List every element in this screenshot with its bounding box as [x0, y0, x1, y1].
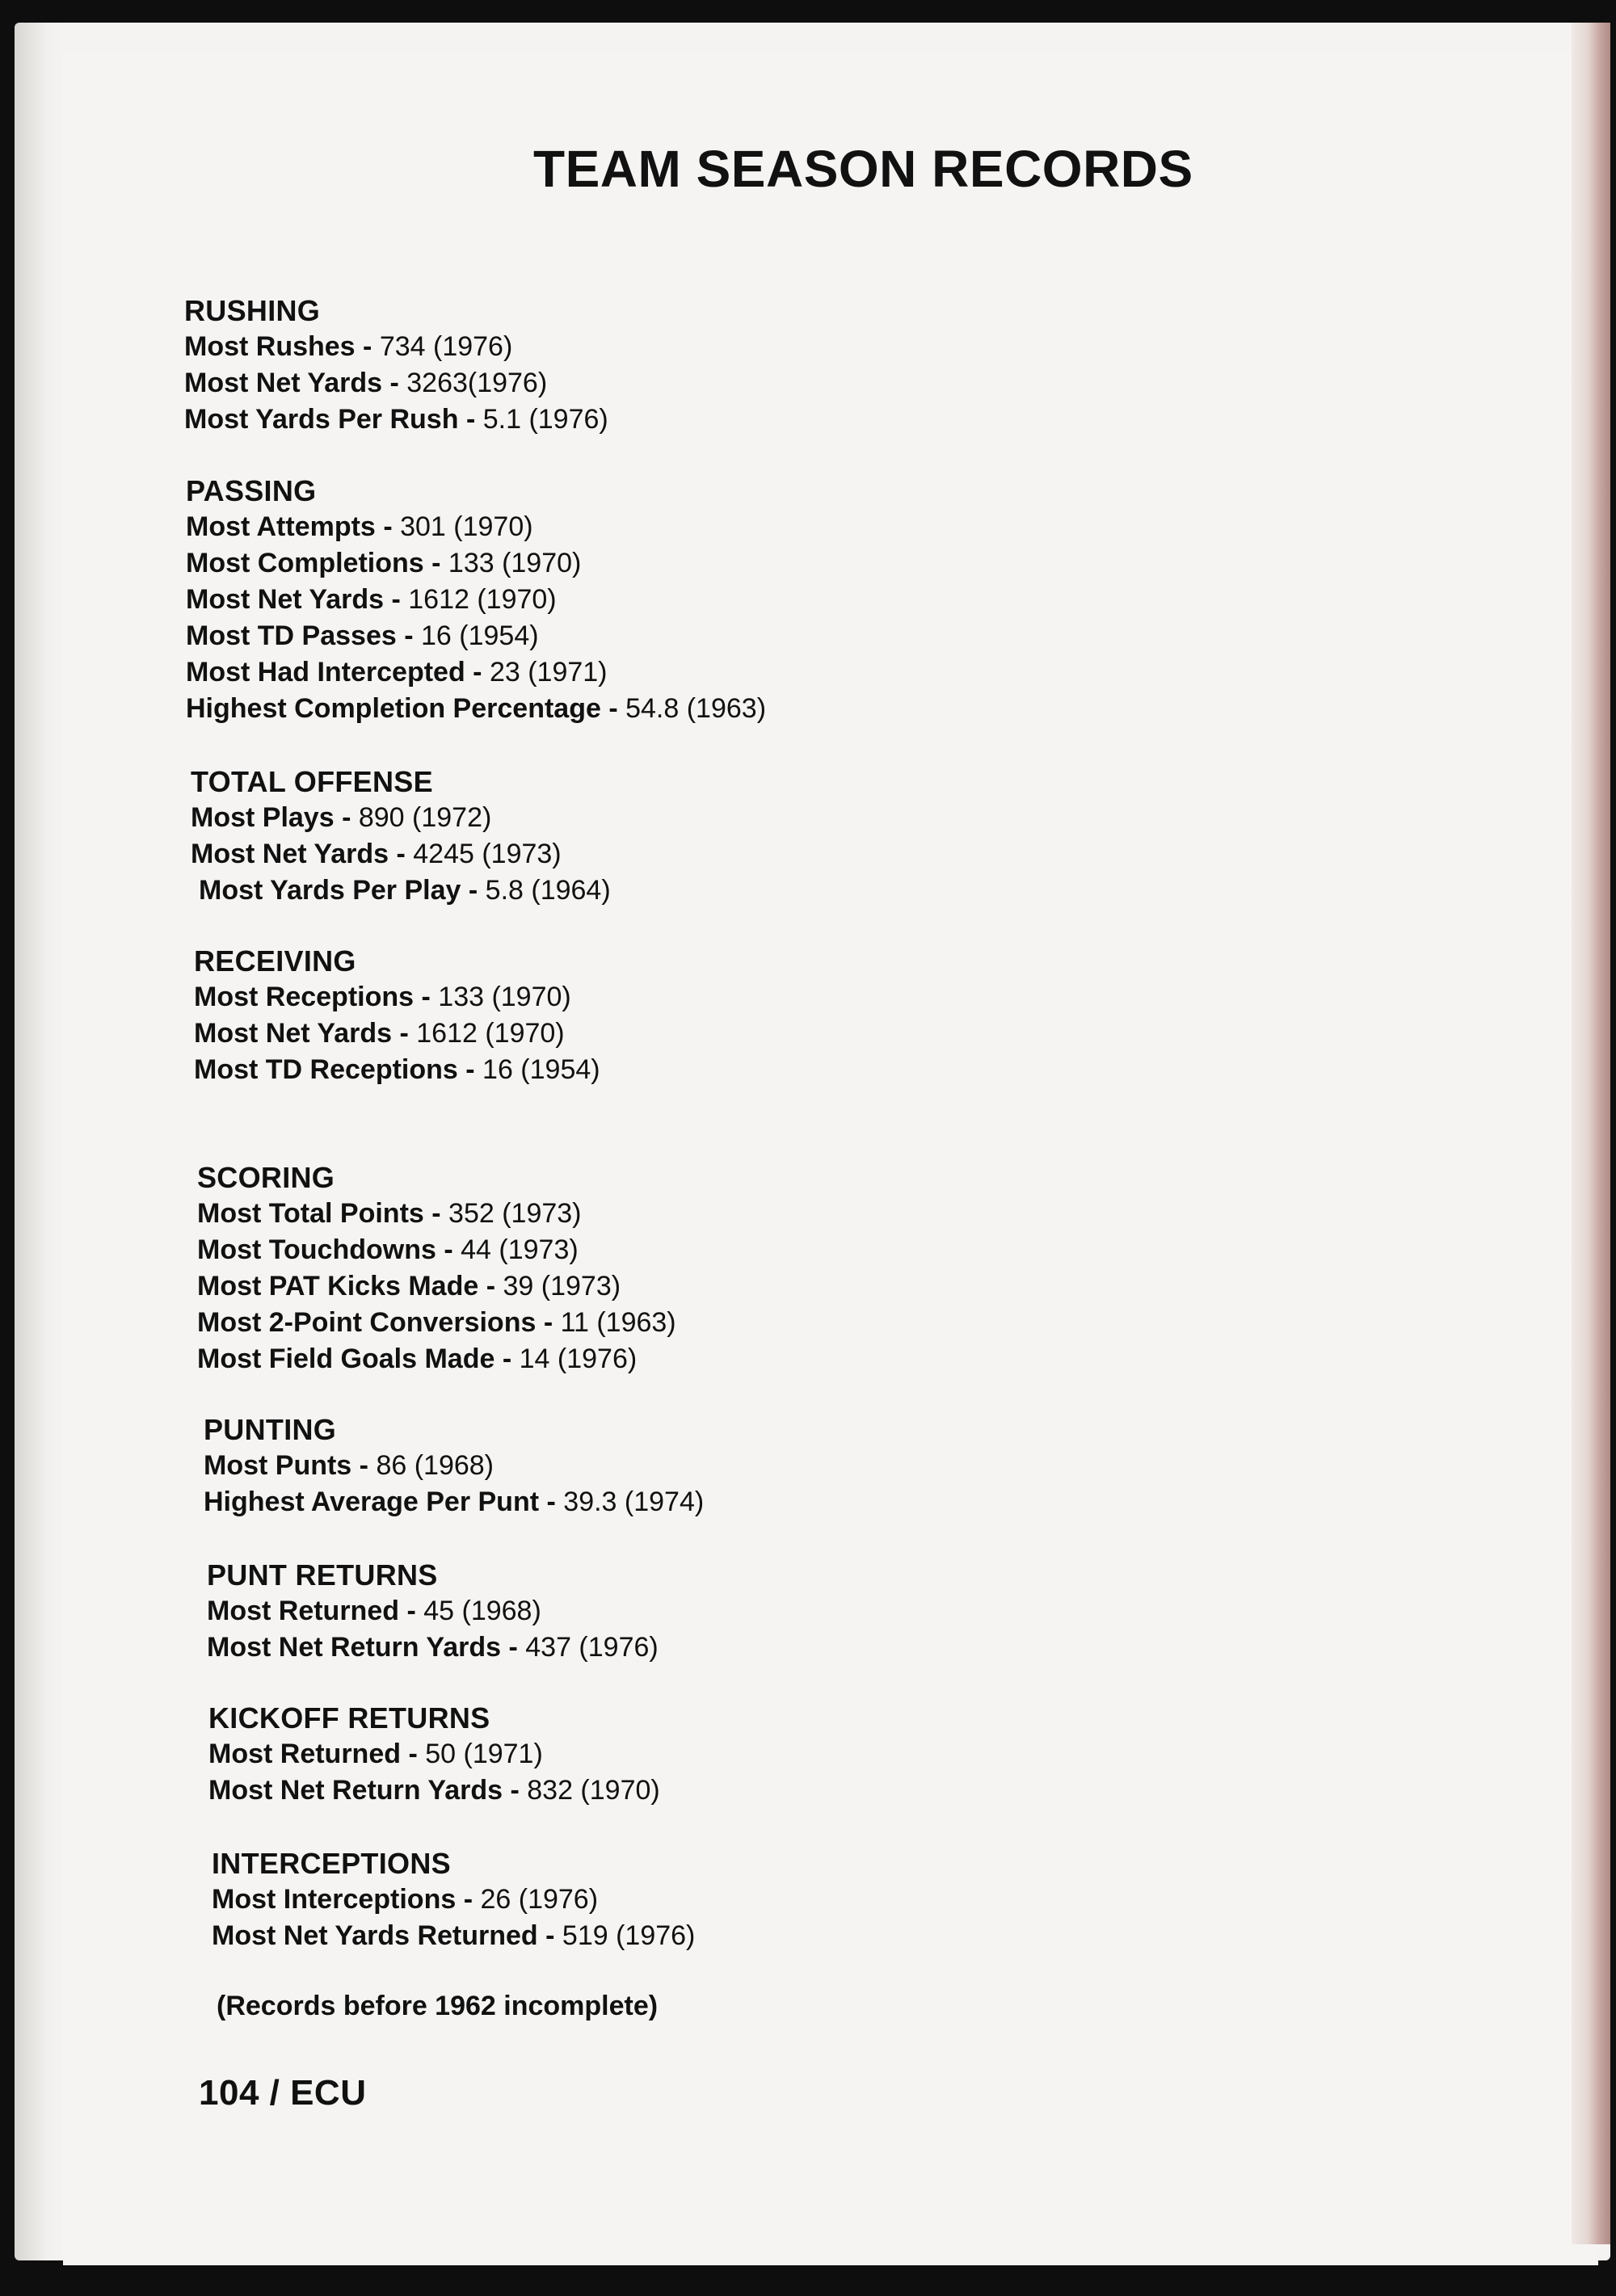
record-row: Most Rushes - 734 (1976) [184, 331, 513, 362]
record-value: 23 (1971) [489, 657, 608, 688]
record-value: 5.8 (1964) [485, 875, 611, 906]
record-value: 14 (1976) [519, 1344, 638, 1374]
page-title: TEAM SEASON RECORDS [533, 140, 1193, 198]
record-label: Most Receptions [194, 982, 415, 1012]
record-label: Most Rushes [184, 331, 356, 362]
record-row: Most Net Yards - 4245 (1973) [191, 839, 562, 869]
record-value: 5.1 (1976) [482, 404, 608, 435]
record-row: Most Net Yards Returned - 519 (1976) [212, 1920, 696, 1951]
record-row: Most Receptions - 133 (1970) [194, 982, 571, 1012]
record-label: Most Yards Per Rush [184, 404, 459, 435]
record-label: Highest Average Per Punt [204, 1487, 540, 1517]
record-label: Most Net Yards Returned [212, 1920, 538, 1951]
record-row: Most Net Return Yards - 832 (1970) [208, 1775, 660, 1806]
record-row: Most TD Receptions - 16 (1954) [194, 1054, 600, 1085]
section-heading: TOTAL OFFENSE [191, 765, 433, 798]
record-value: 16 (1954) [421, 620, 539, 651]
record-label: Most Attempts [186, 511, 376, 542]
record-value: 39 (1973) [503, 1271, 621, 1301]
record-row: Most Attempts - 301 (1970) [186, 511, 533, 542]
record-label: Most Field Goals Made [197, 1344, 495, 1374]
record-value: 3263(1976) [406, 368, 548, 398]
record-value: 54.8 (1963) [625, 693, 767, 724]
record-row: Most Punts - 86 (1968) [204, 1450, 494, 1481]
record-label: Highest Completion Percentage [186, 693, 601, 724]
record-label: Most 2-Point Conversions [197, 1307, 537, 1338]
section-receiving [194, 943, 600, 1088]
record-row: Most Yards Per Play - 5.8 (1964) [199, 875, 611, 906]
record-row: Most Returned - 50 (1971) [208, 1739, 543, 1769]
record-row: Most Field Goals Made - 14 (1976) [197, 1344, 638, 1374]
record-value: 45 (1968) [423, 1596, 541, 1626]
record-value: 734 (1976) [379, 331, 513, 362]
section-rushing [184, 292, 608, 438]
record-label: Most Punts [204, 1450, 352, 1481]
section-scoring [197, 1159, 676, 1377]
section-heading: PUNTING [204, 1413, 337, 1446]
record-value: 133 (1970) [438, 982, 571, 1012]
record-label: Most Had Intercepted [186, 657, 465, 688]
record-row: Most Total Points - 352 (1973) [197, 1198, 582, 1229]
record-value: 437 (1976) [525, 1632, 659, 1663]
record-label: Most Net Yards [186, 584, 385, 615]
record-label: Most Net Yards [184, 368, 383, 398]
record-value: 352 (1973) [448, 1198, 582, 1229]
record-value: 4245 (1973) [413, 839, 562, 869]
record-row: Highest Average Per Punt - 39.3 (1974) [204, 1487, 705, 1517]
record-label: Most Plays [191, 802, 335, 833]
record-value: 1612 (1970) [408, 584, 557, 615]
record-label: Most Net Yards [194, 1018, 393, 1049]
record-value: 832 (1970) [527, 1775, 660, 1806]
record-value: 26 (1976) [480, 1884, 599, 1915]
records-note: (Records before 1962 incomplete) [217, 1991, 659, 2021]
record-value: 301 (1970) [400, 511, 533, 542]
section-total-offense [191, 763, 611, 909]
book-spine-edge [1572, 23, 1610, 2244]
page-footer: 104 / ECU [199, 2073, 367, 2113]
record-value: 133 (1970) [448, 548, 582, 578]
record-value: 519 (1976) [562, 1920, 696, 1951]
record-label: Most TD Receptions [194, 1054, 458, 1085]
section-heading: KICKOFF RETURNS [208, 1701, 490, 1735]
record-row: Most Returned - 45 (1968) [207, 1596, 541, 1626]
section-interceptions [212, 1845, 695, 1954]
section-kickoff-returns [208, 1700, 660, 1809]
record-row: Most Touchdowns - 44 (1973) [197, 1234, 579, 1265]
record-row: Most Interceptions - 26 (1976) [212, 1884, 599, 1915]
record-label: Most Touchdowns [197, 1234, 436, 1265]
section-heading: RECEIVING [194, 944, 356, 978]
section-punting [204, 1411, 704, 1520]
record-row: Highest Completion Percentage - 54.8 (1963) [186, 693, 767, 724]
record-label: Most Returned [207, 1596, 399, 1626]
record-label: Most Net Yards [191, 839, 389, 869]
record-row: Most Net Yards - 1612 (1970) [186, 584, 557, 615]
record-label: Most Net Return Yards [207, 1632, 502, 1663]
record-value: 16 (1954) [482, 1054, 600, 1085]
record-row: Most Plays - 890 (1972) [191, 802, 492, 833]
record-label: Most TD Passes [186, 620, 397, 651]
record-value: 50 (1971) [425, 1739, 543, 1769]
record-value: 11 (1963) [560, 1307, 676, 1338]
record-value: 86 (1968) [376, 1450, 494, 1481]
section-heading: RUSHING [184, 294, 321, 327]
record-value: 44 (1973) [461, 1234, 579, 1265]
record-row: Most Had Intercepted - 23 (1971) [186, 657, 608, 688]
record-row: Most Net Return Yards - 437 (1976) [207, 1632, 659, 1663]
record-label: Most Returned [208, 1739, 401, 1769]
record-value: 1612 (1970) [416, 1018, 565, 1049]
record-label: Most Interceptions [212, 1884, 457, 1915]
section-passing [186, 473, 766, 727]
record-row: Most Completions - 133 (1970) [186, 548, 582, 578]
record-row: Most PAT Kicks Made - 39 (1973) [197, 1271, 621, 1301]
record-row: Most Net Yards - 1612 (1970) [194, 1018, 565, 1049]
section-heading: PASSING [186, 474, 317, 507]
record-label: Most Net Return Yards [208, 1775, 503, 1806]
record-row: Most 2-Point Conversions - 11 (1963) [197, 1307, 676, 1338]
record-value: 39.3 (1974) [563, 1487, 705, 1517]
record-value: 890 (1972) [358, 802, 492, 833]
record-row: Most Yards Per Rush - 5.1 (1976) [184, 404, 608, 435]
record-label: Most Total Points [197, 1198, 424, 1229]
record-row: Most Net Yards - 3263(1976) [184, 368, 548, 398]
record-label: Most Yards Per Play [199, 875, 461, 906]
section-heading: SCORING [197, 1161, 335, 1194]
section-heading: INTERCEPTIONS [212, 1847, 451, 1880]
section-punt-returns [207, 1557, 659, 1666]
record-label: Most Completions [186, 548, 424, 578]
section-heading: PUNT RETURNS [207, 1558, 438, 1592]
record-label: Most PAT Kicks Made [197, 1271, 479, 1301]
record-row: Most TD Passes - 16 (1954) [186, 620, 539, 651]
